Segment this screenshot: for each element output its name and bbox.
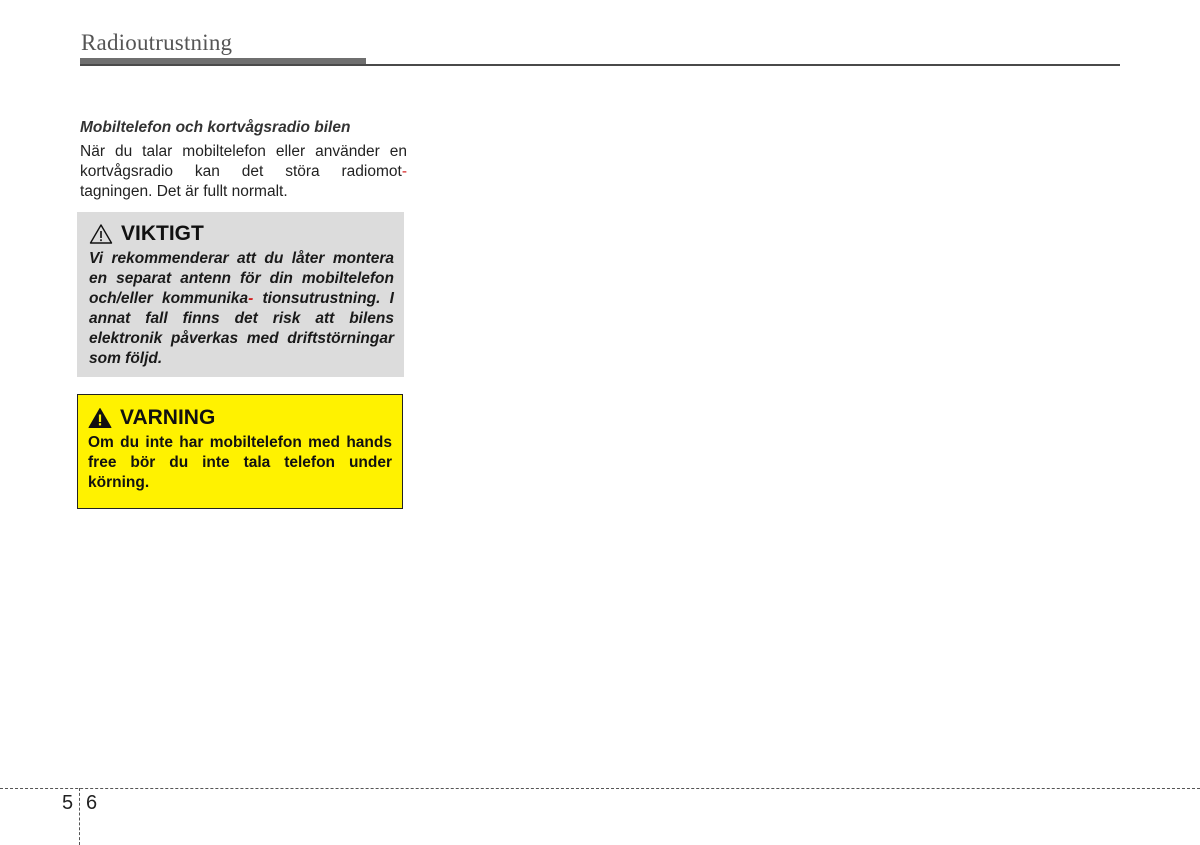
body-line-2: en kortvågsradio kan det störa radiomot <box>80 143 407 180</box>
warning-line-1: Om du inte har mobiltelefon med <box>88 434 341 451</box>
notice-line-4: tionsutrustning. I annat fall finns det <box>89 290 394 327</box>
notice-box <box>77 212 404 377</box>
hyphen-mark: - <box>248 290 254 307</box>
warning-line-2: hands free bör du inte tala telefon <box>88 434 392 471</box>
body-line-3: tagningen. Det är fullt normalt. <box>80 183 288 200</box>
hyphen-mark: - <box>401 163 407 180</box>
chapter-number: 5 <box>62 792 74 814</box>
section-body <box>80 142 407 202</box>
footer-dashed-rule <box>0 788 1200 789</box>
body-line-1: När du talar mobiltelefon eller använder <box>80 143 380 160</box>
header-rule-thin <box>80 64 1120 66</box>
notice-title-row <box>89 222 394 246</box>
notice-text <box>89 249 394 369</box>
warning-title: VARNING <box>120 406 216 429</box>
page-header-title: Radioutrustning <box>81 30 233 55</box>
notice-title: VIKTIGT <box>121 222 204 245</box>
warning-title-row <box>88 406 392 430</box>
page-number: 6 <box>86 792 98 814</box>
notice-line-5: risk att bilens elektronik påverkas <box>89 310 394 347</box>
footer-dashed-divider <box>79 788 80 845</box>
section-heading: Mobiltelefon och kortvågsradio bilen <box>80 119 351 136</box>
notice-line-3: mobiltelefon och/eller kommunika <box>89 270 394 307</box>
notice-line-1: Vi rekommenderar att du låter <box>89 250 325 267</box>
warning-triangle-filled-icon <box>88 407 112 429</box>
content-column <box>80 118 407 202</box>
notice-line-2: montera en separat antenn för din <box>89 250 394 287</box>
notice-line-6: med driftstörningar som följd. <box>89 330 394 367</box>
warning-box <box>77 394 403 509</box>
caution-triangle-outline-icon <box>89 223 113 245</box>
warning-line-3: under körning. <box>88 454 392 491</box>
warning-text <box>88 433 392 493</box>
